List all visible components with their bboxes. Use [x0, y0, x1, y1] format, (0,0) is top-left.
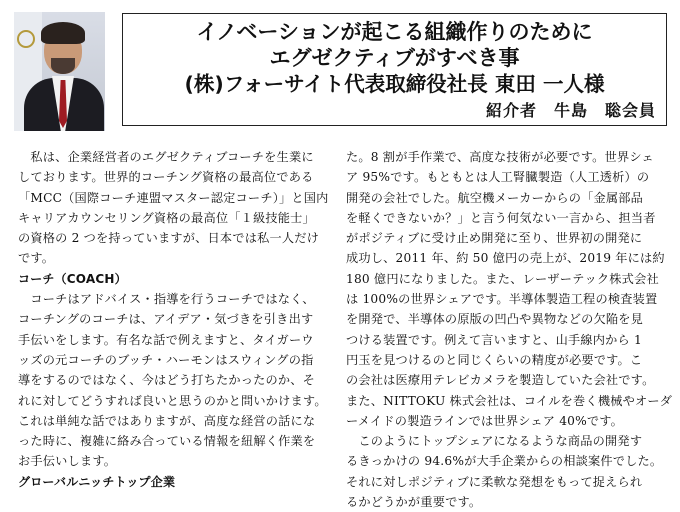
- body-text-line: キャリアカウンセリング資格の最高位「１級技能士」: [18, 210, 315, 225]
- body-text-line: です。: [18, 251, 55, 266]
- article-title-line-2: エグゼクティブがすべき事: [269, 46, 520, 70]
- body-text-line: これは単純な話ではありますが、高度な経営の話にな: [18, 413, 316, 428]
- body-text-line: 「MCC（国際コーチ連盟マスター認定コーチ）」と国内: [18, 190, 329, 205]
- body-text-line: るかどうかが重要です。: [346, 495, 482, 510]
- article-title-line-1: イノベーションが起こる組織作りのために: [196, 20, 593, 44]
- body-text-line: がポジティブに受け止め開発に至り、世界初の開発に: [346, 231, 643, 246]
- body-text-line: 手伝いをします。有名な話で例えますと、タイガーウ: [18, 332, 314, 347]
- body-text-line: ッズの元コーチのブッチ・ハーモンはスウィングの指: [18, 352, 314, 367]
- introducer-line: 紹介者 牛島 聡会員: [485, 101, 656, 120]
- body-text-line: 開発の会社でした。航空機メーカーからの「金属部品: [346, 190, 644, 205]
- body-text-line: は 100%の世界シェアです。半導体製造工程の検査装置: [346, 292, 658, 307]
- body-text-line: るきっかけの 94.6%が大手企業からの相談案件でした。: [346, 454, 663, 469]
- body-text-line: コーチはアドバイス・指導を行うコーチではなく、: [18, 292, 315, 307]
- emblem-icon: [17, 30, 35, 48]
- body-text-line: それに対しポジティブに柔軟な発想をもって捉えられ: [346, 474, 643, 489]
- body-text-line: 成功し、2011 年、約 50 億円の売上が、2019 年には約: [346, 251, 665, 266]
- body-text-line: 円玉を見つけるのと同じくらいの精度が必要です。こ: [346, 352, 643, 367]
- speaker-photo: [14, 12, 105, 131]
- photo-beard: [51, 58, 75, 74]
- title-box: [122, 13, 667, 126]
- body-text-line: の会社は医療用テレビカメラを製造していた会社です。: [346, 373, 655, 388]
- body-text-line: 180 億円になりました。また、レーザーテック株式会社: [346, 271, 659, 286]
- body-text-line: コーチングのコーチは、アイデア・気づきを引き出す: [18, 312, 314, 327]
- body-text-line: った時に、複雑に絡み合っている情報を紐解く作業を: [18, 434, 316, 449]
- speaker-line: (株)フォーサイト代表取締役社長 東田 一人様: [184, 72, 605, 96]
- body-column-left: [18, 147, 330, 492]
- body-text-line: お手伝いします。: [18, 454, 117, 469]
- section-heading: グローバルニッチトップ企業: [18, 474, 176, 489]
- body-text-line: 私は、企業経営者のエグゼクティブコーチを生業に: [18, 150, 314, 164]
- section-heading: コーチ（COACH）: [18, 271, 127, 286]
- body-text-line: を開発で、半導体の原版の凹凸や異物などの欠陥を見: [346, 312, 644, 327]
- body-text-line: しております。世界的コーチング資格の最高位である: [18, 170, 314, 185]
- body-text-line: 導をするのではなく、今はどう打ちたかったのか、そ: [18, 373, 316, 388]
- photo-hair: [41, 22, 85, 44]
- body-text-line: た。8 割が手作業で、高度な技術が必要です。世界シェ: [346, 150, 654, 164]
- body-text-line: このようにトップシェアになるような商品の開発す: [346, 434, 643, 449]
- body-text-line: を軽くできないか？」と言う何気ない一言から、担当者: [346, 210, 656, 225]
- body-text-line: つける装置です。例えて言いますと、山手線内から 1: [346, 332, 642, 347]
- body-text-line: ーメイドの製造ラインでは世界シェア 40%です。: [346, 413, 624, 428]
- body-text-line: また、NITTOKU 株式会社は、コイルを巻く機械やオーダ: [346, 393, 673, 408]
- body-column-right: [346, 147, 673, 512]
- body-text-line: れに対してどうすれば良いと思うのかと問いかけます。: [18, 393, 327, 408]
- body-text-line: の資格の 2 つを持っていますが、日本では私一人だけ: [18, 231, 320, 246]
- body-text-line: ア 95%です。もともとは人工腎臓製造（人工透析）の: [346, 170, 650, 185]
